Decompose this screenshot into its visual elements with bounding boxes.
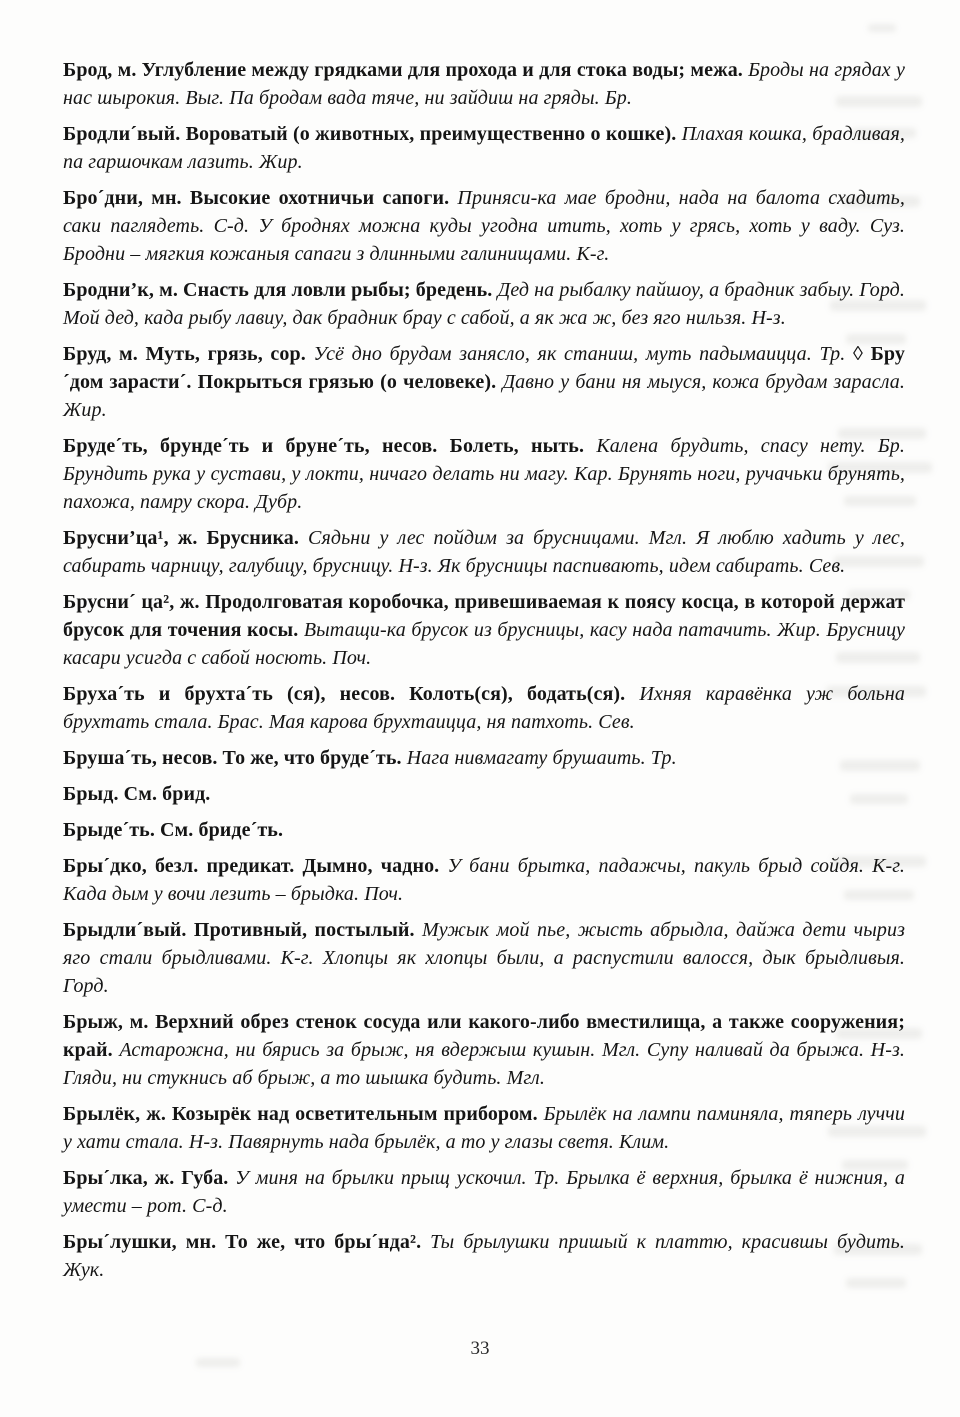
entry-quotations: Нага нивмагату брушаить. Тр. — [406, 747, 677, 769]
dictionary-entry — [63, 588, 905, 672]
dictionary-entry — [63, 56, 905, 112]
dictionary-entry — [63, 432, 905, 516]
entry-quotations: Сядьни у лес пойдим за брусницами. Мгл. Я люблю хадить у лес, сабирать чарницу, галубицу, брусницу. Н-з. Як брусницы паспивають, идем сабирать. Сев. — [63, 527, 905, 577]
entry-quotations: Плахая кошка, брадливая, па гаршочкам лазить. Жир. — [63, 123, 905, 173]
entry-quotations: У бани брытка, падажчы, пакуль брыд сойдя. К-г. Када дым у вочи лезить – брыдка. Поч. — [63, 855, 905, 905]
entry-quotations: Приняси-ка мае бродни, нада на балота схадить, саки паглядеть. С-д. У броднях можна куды угодна итить, хоть у грясь, хоть у ваду. Суз. Бродни – мягкия кожаныя сапаги з длинными галинищами. К-г. — [63, 187, 905, 265]
entry-headword-definition: Бры´дко, безл. предикат. Дымно, чадно. — [63, 855, 440, 877]
entry-headword-definition: Бру´дом зарасти´. Покрыться грязью (о человеке). — [63, 343, 905, 393]
entry-quotations: Астарожна, ни бярись за брыж, ня вдержыш кушын. Мгл. Супу наливай да брыжа. Н-з. Гляди, ни стукнись аб брыж, а то шышка будить. Мгл. — [63, 1039, 905, 1089]
entry-headword-definition: Брыж, м. Верхний обрез стенок сосуда или какого-либо вместилища, а также сооружения; край. — [63, 1011, 905, 1061]
entry-headword-definition: Бры´лушки, мн. То же, что бры´нда². — [63, 1231, 422, 1253]
entry-headword-definition: Бродли´вый. Вороватый (о животных, преимущественно о кошке). — [63, 123, 677, 145]
page-number: 33 — [470, 1338, 490, 1359]
entry-headword-definition: Бруха´ть и брухта´ть (ся), несов. Колоть(ся), бодать(ся). — [63, 683, 626, 705]
entry-headword-definition: Бродни’к, м. Снасть для ловли рыбы; бредень. — [63, 279, 493, 301]
dictionary-entry — [63, 780, 905, 808]
entry-quotations: Ты брылушки пришый к платтю, красившы будить. Жук. — [63, 1231, 905, 1281]
entry-quotations: Брылёк на лампи паминяла, тяперь луччи у хати стала. Н-з. Павярнуть нада брылёк, а то у глазы светя. Клим. — [63, 1103, 905, 1153]
entry-headword-definition: Брыде´ть. См. бриде´ть. — [63, 819, 284, 841]
entry-headword-definition: Бруд, м. Муть, грязь, сор. — [63, 343, 306, 365]
dictionary-entry — [63, 276, 905, 332]
dictionary-entry — [63, 1008, 905, 1092]
entry-quotations: Ихняя каравёнка уж больна брухтать стала. Брас. Мая карова брухтаицца, ня патхоть. Сев. — [63, 683, 905, 733]
dictionary-entry — [63, 184, 905, 268]
entry-quotations: Мужык мой пье, жысть абрыдла, дайжа дети чыриз яго стали брыдливами. К-г. Хлопцы як хлопцы были, а распустили валосся, дык брыдливыя. Горд. — [63, 919, 905, 997]
dictionary-entry — [63, 120, 905, 176]
entry-quotations: Усё дно брудам занясло, як станиш, муть падымаицца. Тр. — [313, 343, 846, 365]
dictionary-text-block — [63, 56, 905, 1292]
entry-quotations: У миня на брылки прыщ ускочил. Тр. Брылка ё верхния, брылка ё нижния, а умести – рот. С-д. — [63, 1167, 905, 1217]
dictionary-entry — [63, 340, 905, 424]
entry-quotations: Калена брудить, спасу нету. Бр. Брундить рука у сустави, у локти, ничаго делать ни магу. Кар. Брунять ноги, ручачьки брунять, пахожа, памру скора. Дубр. — [63, 435, 905, 513]
entry-headword-definition: Брусни’ца¹, ж. Брусника. — [63, 527, 299, 549]
dictionary-entry — [63, 852, 905, 908]
entry-quotations: Дед на рыбалку пайшоу, а брадник забыу. Горд. Мой дед, када рыбу лавиу, дак брадник брау с сабой, а як жа ж, без яго нильзя. Н-з. — [63, 279, 906, 329]
dictionary-entry — [63, 916, 905, 1000]
dictionary-entry — [63, 1164, 905, 1220]
entry-headword-definition: Брод, м. Углубление между грядками для прохода и для стока воды; межа. — [63, 59, 743, 81]
dictionary-entry — [63, 816, 905, 844]
dictionary-entry — [63, 744, 905, 772]
entry-quotations: Вытащи-ка брусок из брусницы, касу нада патачить. Жир. Брусницу касари усигда с сабой носють. Поч. — [63, 619, 905, 669]
dictionary-entry — [63, 680, 905, 736]
entry-headword-definition: Бруде´ть, брунде´ть и бруне´ть, несов. Болеть, ныть. — [63, 435, 585, 457]
entry-headword-definition: Брыд. См. брид. — [63, 783, 211, 805]
entry-headword-definition: Брылёк, ж. Козырёк над осветительным прибором. — [63, 1103, 538, 1125]
entry-headword-definition: Бруша´ть, несов. То же, что бруде´ть. — [63, 747, 402, 769]
entry-headword-definition: Брыдли´вый. Противный, постылый. — [63, 919, 415, 941]
entry-quotations: Давно у бани ня мыуся, кожа брудам зарасла. Жир. — [63, 371, 905, 421]
entry-headword-definition: Бры´лка, ж. Губа. — [63, 1167, 229, 1189]
entry-quotations: Броды на грядах у нас шырокия. Выг. Па бродам вада тяче, ни зайдиш на гряды. Бр. — [63, 59, 905, 109]
entry-headword-definition: Брусни´ ца², ж. Продолговатая коробочка, привешиваемая к поясу косца, в которой держат брусок для точения косы. — [63, 591, 905, 641]
dictionary-entry — [63, 1228, 905, 1284]
entry-headword-definition: Бро´дни, мн. Высокие охотничьи сапоги. — [63, 187, 450, 209]
entry-phraseology-diamond-symbol: ◊ — [853, 343, 863, 365]
dictionary-entry — [63, 1100, 905, 1156]
dictionary-entry — [63, 524, 905, 580]
